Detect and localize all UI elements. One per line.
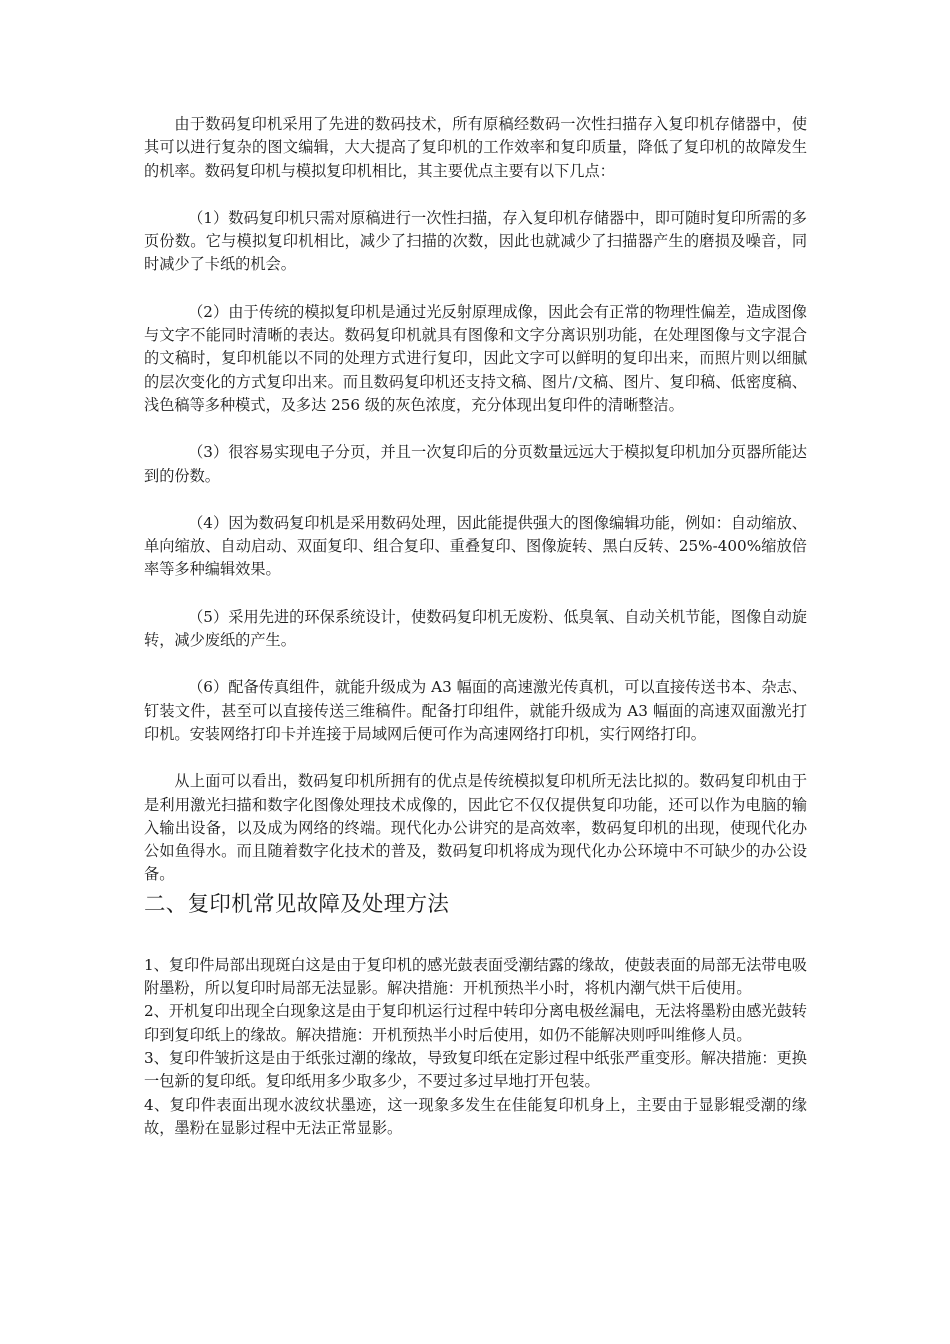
advantage-paragraph-4: （4）因为数码复印机是采用数码处理，因此能提供强大的图像编辑功能，例如：自动缩放、单向缩放、自动启动、双面复印、组合复印、重叠复印、图像旋转、黑白反转、25%-400%缩放倍率等多种编辑效果。 <box>144 513 807 579</box>
advantage-paragraph-5: （5）采用先进的环保系统设计，使数码复印机无废粉、低臭氧、自动关机节能，图像自动旋转，减少废纸的产生。 <box>144 607 807 650</box>
intro-paragraph: 由于数码复印机采用了先进的数码技术，所有原稿经数码一次性扫描存入复印机存储器中，使其可以进行复杂的图文编辑，大大提高了复印机的工作效率和复印质量，降低了复印机的故障发生的机率。数码复印机与模拟复印机相比，其主要优点主要有以下几点： <box>144 115 807 180</box>
advantage-paragraph-3: （3）很容易实现电子分页，并且一次复印后的分页数量远远大于模拟复印机加分页器所能达到的份数。 <box>144 443 807 485</box>
advantage-paragraph-1: （1）数码复印机只需对原稿进行一次性扫描，存入复印机存储器中，即可随时复印所需的多页份数。它与模拟复印机相比，减少了扫描的次数，因此也就减少了扫描器产生的磨损及噪音，同时减少了卡纸的机会。 <box>144 208 807 274</box>
fault-item-3: 3、复印件皱折这是由于纸张过潮的缘故，导致复印纸在定影过程中纸张严重变形。解决措施：更换一包新的复印纸。复印纸用多少取多少，不要过多过早地打开包装。 <box>144 1048 807 1091</box>
conclusion-paragraph: 从上面可以看出，数码复印机所拥有的优点是传统模拟复印机所无法比拟的。数码复印机由于是利用激光扫描和数字化图像处理技术成像的，因此它不仅仅提供复印功能，还可以作为电脑的输入输出设备，以及成为网络的终端。现代化办公讲究的是高效率，数码复印机的出现，使现代化办公如鱼得水。而且随着数字化技术的普及，数码复印机将成为现代化办公环境中不可缺少的办公设备。 <box>144 772 807 884</box>
section-heading: 二、复印机常见故障及处理方法 <box>144 891 450 917</box>
advantage-paragraph-6: （6）配备传真组件，就能升级成为 A3 幅面的高速激光传真机，可以直接传送书本、杂志、钉装文件，甚至可以直接传送三维稿件。配备打印组件，就能升级成为 A3 幅面的高速双面激光打印机。安装网络打印卡并连接于局域网后便可作为高速网络打印机，实行网络打印。 <box>144 678 807 743</box>
fault-item-1: 1、复印件局部出现斑白这是由于复印机的感光鼓表面受潮结露的缘故，使鼓表面的局部无法带电吸附墨粉，所以复印时局部无法显影。解决措施：开机预热半小时，将机内潮气烘干后使用。 <box>144 955 807 998</box>
fault-item-2: 2、开机复印出现全白现象这是由于复印机运行过程中转印分离电极丝漏电，无法将墨粉由感光鼓转印到复印纸上的缘故。解决措施：开机预热半小时后使用，如仍不能解决则呼叫维修人员。 <box>144 1002 807 1044</box>
document-page <box>144 113 807 1140</box>
advantage-paragraph-2: （2）由于传统的模拟复印机是通过光反射原理成像，因此会有正常的物理性偏差，造成图像与文字不能同时清晰的表达。数码复印机就具有图像和文字分离识别功能，在处理图像与文字混合的文稿时，复印机能以不同的处理方式进行复印，因此文字可以鲜明的复印出来，而照片则以细腻的层次变化的方式复印出来。而且数码复印机还支持文稿、图片/文稿、图片、复印稿、低密度稿、浅色稿等多种模式，及多达 256 级的灰色浓度，充分体现出复印件的清晰整洁。 <box>144 302 807 414</box>
fault-item-4: 4、复印件表面出现水波纹状墨迹，这一现象多发生在佳能复印机身上，主要由于显影辊受潮的缘故，墨粉在显影过程中无法正常显影。 <box>144 1095 807 1137</box>
